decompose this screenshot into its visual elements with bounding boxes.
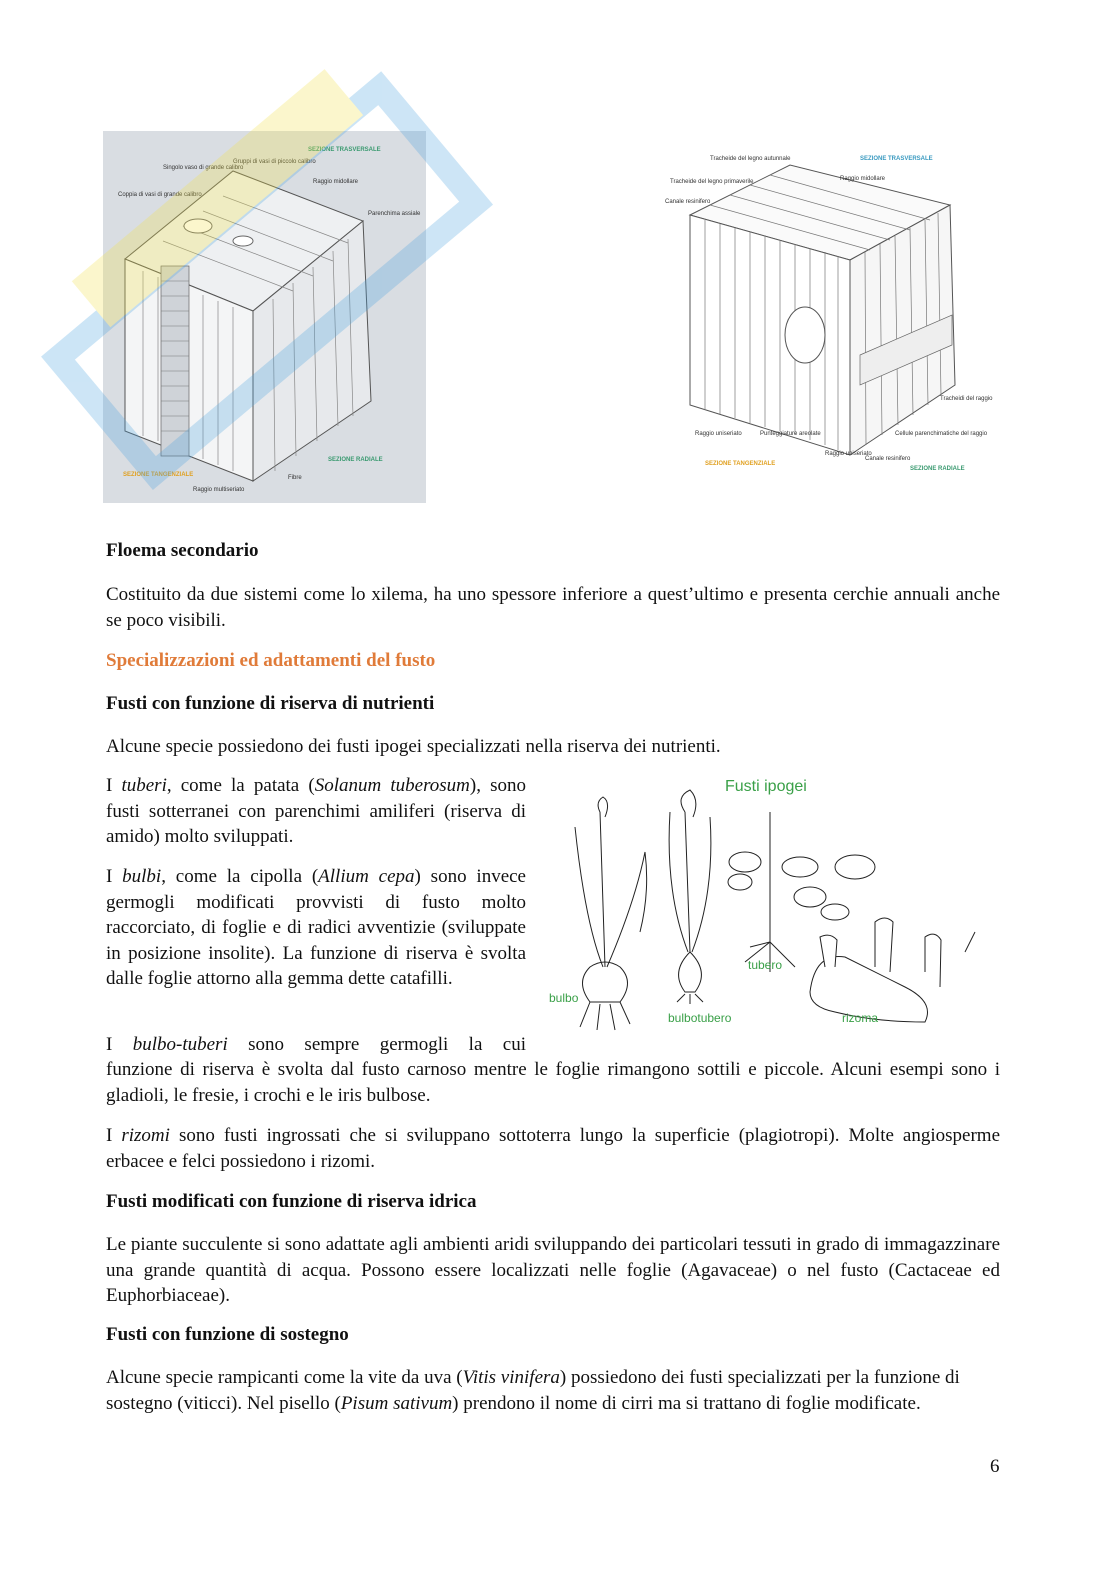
species-allium: Allium cepa <box>318 866 415 887</box>
page-number: 6 <box>990 1456 1000 1477</box>
paragraph-bulbo-tuberi-rest: funzione di riserva è svolta dal fusto carnoso mentre le foglie rimangono sottili e piccole. Alcuni esempi sono i gladioli, le fresie, i crochi e le iris bulbose. <box>106 1059 1000 1106</box>
term-bulbo-tuberi: bulbo-tuberi <box>132 1034 228 1055</box>
softwood-label-10: Cellule parenchimatiche del raggio <box>895 431 988 437</box>
softwood-label-11: Tracheidi del raggio <box>940 396 993 402</box>
species-vitis: Vitis vinifera <box>462 1367 560 1388</box>
softwood-label-12: SEZIONE RADIALE <box>910 466 965 472</box>
term-tuberi: tuberi <box>121 775 167 796</box>
heading-sostegno: Fusti con funzione di sostegno <box>106 1324 349 1345</box>
hardwood-label-2: Gruppi di vasi di piccolo calibro <box>233 159 316 165</box>
label-bulbotubero: bulbotubero <box>668 1011 732 1025</box>
softwood-label-5: Raggio uniseriato <box>695 431 742 437</box>
softwood-label-9: Canale resinifero <box>865 456 911 462</box>
label-bulbo: bulbo <box>549 991 579 1005</box>
paragraph-bulbi: I bulbi, come la cipolla (Allium cepa) sono invece germogli modificati provvisti di fusto molto raccorciato, di foglie e di radici avventizie (sviluppate in posizione insolite). La funzione di riserva è svolta dalle foglie attorno alla gemma dette catafilli. <box>106 866 526 989</box>
softwood-label-2: Canale resinifero <box>665 199 711 205</box>
fusti-ipogei-figure <box>545 772 1007 1034</box>
heading-riserva-idrica: Fusti modificati con funzione di riserva idrica <box>106 1191 477 1212</box>
hardwood-label-8: Fibre <box>288 475 302 481</box>
softwood-label-6: Punteggiature areolate <box>760 431 821 437</box>
paragraph-rizomi: I rizomi sono fusti ingrossati che si sviluppano sottoterra lungo la superficie (plagiotropi). Molte angiosperme erbacee e felci possiedono i rizomi. <box>106 1125 1000 1172</box>
label-rizoma: rizoma <box>842 1011 879 1025</box>
hardwood-label-0: Singolo vaso di grande calibro <box>163 165 244 171</box>
paragraph-intro-ipogei: Alcune specie possiedono dei fusti ipogei specializzati nella riserva dei nutrienti. <box>106 736 721 757</box>
paragraph-tuberi: I tuberi, come la patata (Solanum tuberosum), sono fusti sotterranei con parenchimi amiliferi (riserva di amido) molto sviluppati. <box>106 775 526 847</box>
hardwood-label-6: SEZIONE TANGENZIALE <box>123 472 194 478</box>
species-pisum: Pisum sativum <box>340 1392 453 1414</box>
hardwood-label-9: SEZIONE RADIALE <box>328 457 383 463</box>
label-tubero: tubero <box>748 958 783 972</box>
softwood-label-8: Raggio uniseriato <box>825 451 872 457</box>
hardwood-label-7: Raggio multiseriato <box>193 487 245 493</box>
paragraph-floema: Costituito da due sistemi come lo xilema, ha uno spessore inferiore a quest’ultimo e presenta cerchie annuali anche se poco visibili. <box>106 584 1000 631</box>
softwood-label-4: Raggio midollare <box>840 176 886 182</box>
softwood-label-3: SEZIONE TRASVERSALE <box>860 156 933 162</box>
term-rizomi: rizomi <box>121 1125 170 1146</box>
hardwood-label-1: Coppia di vasi di grande calibro <box>118 192 202 198</box>
softwood-label-0: Tracheide del legno autunnale <box>710 156 791 162</box>
hardwood-label-4: SEZIONE TRASVERSALE <box>308 147 381 153</box>
paragraph-succulente: Le piante succulente si sono adattate agli ambienti aridi sviluppando dei particolari tessuti in grado di immagazzinare una grande quantità di acqua. Possono essere localizzati nelle foglie (Agavaceae) o nel fusto (Cactaceae ed Euphorbiaceae). <box>106 1234 1000 1306</box>
hardwood-label-5: Parenchima assiale <box>368 211 421 217</box>
softwood-xylem-figure <box>640 135 1000 495</box>
hardwood-label-3: Raggio midollare <box>313 179 359 185</box>
heading-floema: Floema secondario <box>106 540 259 561</box>
heading-specializzazioni: Specializzazioni ed adattamenti del fusto <box>106 650 436 671</box>
heading-riserva-nutrienti: Fusti con funzione di riserva di nutrienti <box>106 693 435 714</box>
fusti-figure-title: Fusti ipogei <box>725 778 807 795</box>
term-bulbi: bulbi <box>122 866 162 887</box>
paragraph-bulbo-tuberi-line1: I bulbo-tuberi sono sempre germogli la cui <box>106 1034 527 1055</box>
softwood-label-1: Tracheide del legno primaverile <box>670 179 754 185</box>
paragraph-sostegno: Alcune specie rampicanti come la vite da uva (Vitis vinifera) possiedono dei fusti specializzati per la funzione di sostegno (viticci). Nel pisello (Pisum sativum) prendono il nome di cirri ma si trattano di foglie modificate. <box>106 1367 960 1414</box>
softwood-label-7: SEZIONE TANGENZIALE <box>705 461 776 467</box>
species-solanum: Solanum tuberosum <box>314 775 470 796</box>
hardwood-xylem-figure <box>103 131 426 503</box>
